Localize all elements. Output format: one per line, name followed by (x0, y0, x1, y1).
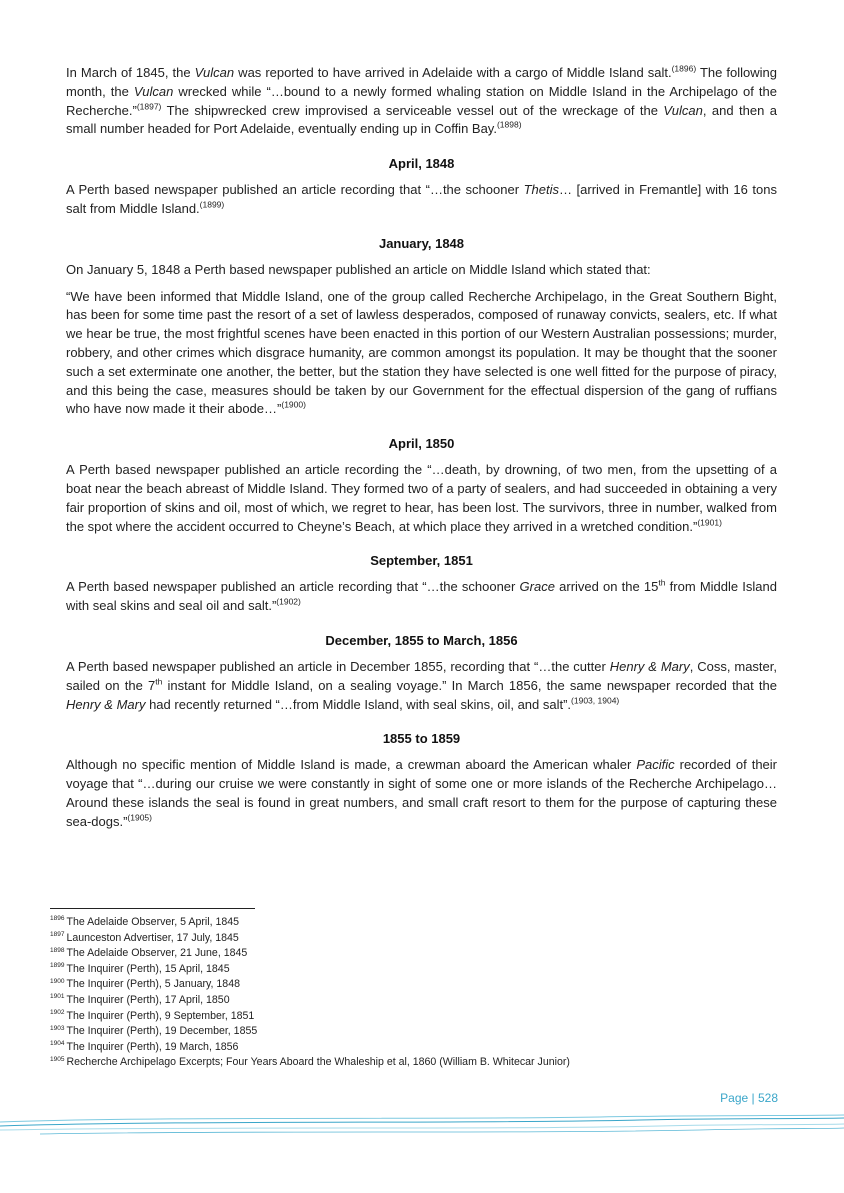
footnote (50, 1055, 790, 1071)
text-run: A Perth based newspaper published an article recording that “…the schooner (66, 182, 524, 198)
footnote-ref: (1903, 1904) (571, 695, 620, 706)
section-paragraph: On January 5, 1848 a Perth based newspaper published an article on Middle Island which stated that: (66, 261, 651, 277)
footnotes (50, 908, 790, 1071)
footnote (50, 946, 790, 962)
footnote-ref: (1905) (127, 812, 152, 823)
footnote-ref: (1899) (199, 199, 225, 210)
ship-name: Vulcan (194, 65, 235, 80)
footnote-ref: (1897) (136, 101, 162, 112)
section-heading: April, 1850 (388, 436, 455, 452)
footnote-divider (50, 908, 255, 909)
footnote (50, 931, 790, 947)
text-run: , Coss, master, sailed on the 7 (66, 658, 777, 693)
section-heading: 1855 to 1859 (382, 731, 461, 747)
section-paragraph (66, 461, 777, 536)
text-run: arrived on the 15 (554, 579, 659, 595)
text-run: A Perth based newspaper published an article recording the “…death, by drowning, of two men, from the upsetting of a boat near the beach abreast of Middle Island. They formed two of a party of sealers, and had succeeded in obtaining a very fair proportion of skins and oil, most of which, we regret to hear, has been lost. The survivors, three in number, walked from the spot where the accident occurred to Cheyne’s Beach, at which place they arrived in a wretched condition.” (66, 462, 777, 534)
footnote-ref: (1896) (671, 63, 697, 74)
text-run: A Perth based newspaper published an article recording that “…the schooner (66, 579, 520, 595)
footnote-number: 1899 (50, 962, 65, 970)
ship-name: Vulcan (663, 102, 703, 118)
footnote-number: 1900 (50, 977, 65, 985)
text-run: recorded of their voyage that “…during our cruise we were constantly in sight of some one or more islands of the Recherche Archipelago… Around these islands the seal is found in great numbers, and small craft resort to them for the purpose of capturing these sea-dogs.” (66, 757, 778, 829)
text-run: … [arrived in Fremantle] with 16 tons salt from Middle Island. (66, 182, 777, 216)
section-heading: January, 1848 (378, 235, 465, 251)
footnote-number: 1897 (50, 931, 65, 939)
footnote-number: 1903 (50, 1024, 65, 1032)
text-run: The shipwrecked crew improvised a serviceable vessel out of the wreckage of the (161, 102, 664, 118)
ship-name: Thetis (523, 182, 559, 198)
section-heading: December, 1855 to March, 1856 (325, 632, 518, 648)
footnote-text: The Inquirer (Perth), 5 January, 1848 (66, 978, 240, 991)
text-run: The following month, the (66, 65, 777, 99)
footer-wave-decoration (0, 1108, 844, 1148)
text-run: Although no specific mention of Middle Island is made, a crewman aboard the American whaler (66, 757, 637, 773)
footnote-text: The Inquirer (Perth), 15 April, 1845 (66, 962, 230, 975)
page-number: Page | 528 (720, 1091, 778, 1105)
footnote-text: Recherche Archipelago Excerpts; Four Years Aboard the Whaleship et al, 1860 (William B. Whitecar Junior) (66, 1056, 570, 1069)
footnote (50, 1040, 790, 1056)
text-run: had recently returned “…from Middle Island, with seal skins, oil, and salt”. (145, 696, 572, 712)
text-run: “We have been informed that Middle Island, one of the group called Recherche Archipelago, in the Great Southern Bight, has been for some time past the resort of a set of lawless desperados, composed of runaway convicts, sealers, etc. If what we hear be true, the most frightful scenes have been enacted in this portion of our Western Australian possessions; murder, robbery, and other crimes which disgrace humanity, are common amongst its population. It may be thought that the sooner such a set exterminate one another, the better, but the station they have selected is one well fitted for the purpose of piracy, and this being the case, measures should be taken by our Government for the effectual dispersion of the gang of ruffians who have now made it their abode…” (66, 288, 777, 417)
footnote-ref: (1902) (276, 596, 301, 607)
main-text (66, 64, 777, 840)
wave-line (40, 1128, 844, 1134)
footnote-text: Launceston Advertiser, 17 July, 1845 (66, 931, 239, 944)
footnote-number: 1896 (50, 915, 65, 923)
text-run: was reported to have arrived in Adelaide with a cargo of Middle Island salt. (234, 65, 672, 80)
footnote (50, 1009, 790, 1025)
section-paragraph (66, 658, 777, 714)
footnote (50, 977, 790, 993)
footnote-text: The Inquirer (Perth), 17 April, 1850 (66, 993, 230, 1006)
footnote-ref: (1900) (281, 400, 306, 411)
footnote-ref: (1898) (496, 120, 522, 131)
ordinal-suffix: th (658, 578, 666, 589)
quote-paragraph (66, 288, 777, 420)
text-run: from Middle Island with seal skins and seal oil and salt.” (66, 579, 777, 614)
footnote (50, 915, 790, 931)
section-paragraph (66, 578, 777, 616)
text-run: , and then a small number headed for Port Adelaide, eventually ending up in Coffin Bay. (66, 102, 777, 137)
wave-line (0, 1124, 844, 1130)
ship-name: Henry & Mary (609, 658, 690, 674)
footnote-number: 1901 (50, 993, 65, 1001)
ordinal-suffix: th (155, 676, 163, 687)
footnote-ref: (1901) (697, 517, 722, 528)
ship-name: Vulcan (133, 83, 174, 99)
footnote-number: 1902 (50, 1009, 65, 1017)
text-run: wrecked while “…bound to a newly formed whaling station on Middle Island in the Archipelago of the Recherche.” (66, 83, 777, 118)
ship-name: Henry & Mary (66, 696, 146, 712)
footnote-text: The Inquirer (Perth), 19 March, 1856 (66, 1040, 239, 1053)
footnote-text: The Adelaide Observer, 21 June, 1845 (66, 947, 248, 960)
section-paragraph (66, 756, 777, 831)
footnote-text: The Adelaide Observer, 5 April, 1845 (66, 916, 240, 928)
intro-paragraph (66, 64, 777, 139)
footnote-text: The Inquirer (Perth), 19 December, 1855 (66, 1025, 258, 1038)
text-run: In March of 1845, the (66, 65, 195, 80)
text-run: A Perth based newspaper published an article in December 1855, recording that “…the cutter (66, 658, 610, 674)
footnote (50, 962, 790, 978)
footnote (50, 993, 790, 1009)
ship-name: Pacific (636, 757, 675, 773)
ship-name: Grace (519, 579, 555, 595)
footnote-number: 1904 (50, 1040, 65, 1048)
text-run: instant for Middle Island, on a sealing voyage.” In March 1856, the same newspaper recorded that the (162, 677, 777, 693)
section-heading: April, 1848 (388, 156, 455, 172)
section-heading: September, 1851 (370, 553, 473, 569)
footnote-number: 1898 (50, 946, 65, 954)
footnote (50, 1024, 790, 1040)
footnote-number: 1905 (50, 1055, 65, 1063)
footnote-text: The Inquirer (Perth), 9 September, 1851 (66, 1009, 255, 1022)
section-paragraph (66, 181, 777, 219)
